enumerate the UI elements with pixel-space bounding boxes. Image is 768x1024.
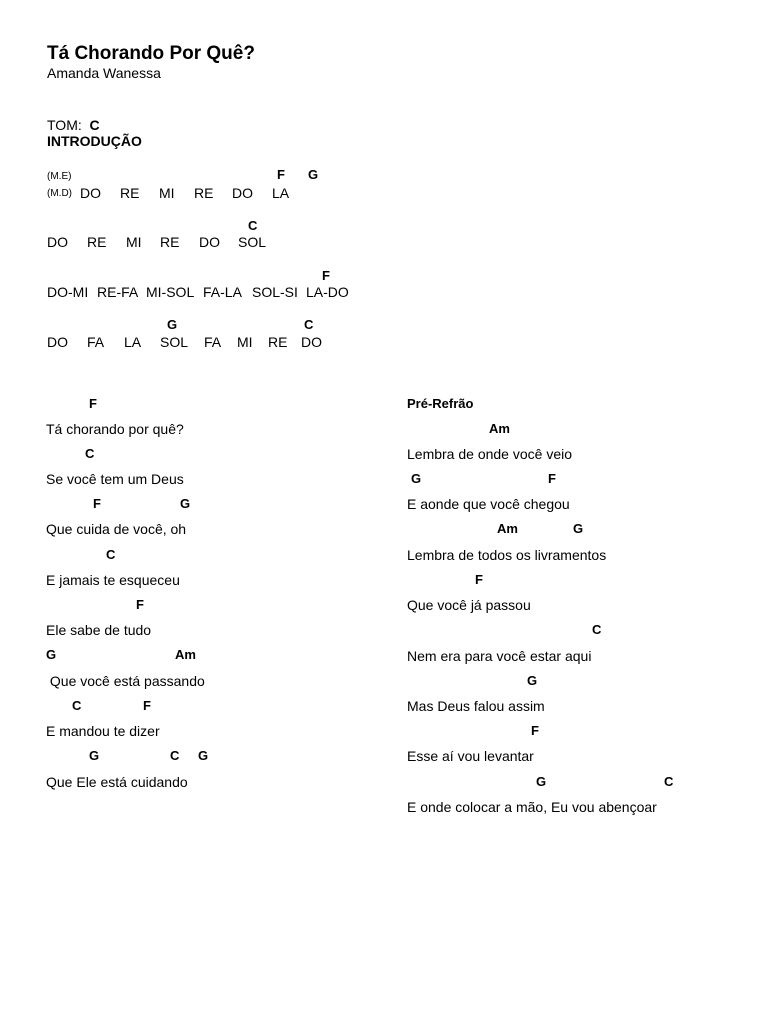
chord: C xyxy=(106,547,116,562)
chord: C xyxy=(170,748,180,763)
chord: F xyxy=(322,268,330,283)
note: RE xyxy=(268,334,288,350)
lyric-line: Que cuida de você, oh xyxy=(46,521,187,537)
note: MI-SOL xyxy=(146,284,195,300)
lyric-line: Lembra de todos os livramentos xyxy=(407,547,607,563)
lyric-line: Ele sabe de tudo xyxy=(46,622,152,638)
artist-name: Amanda Wanessa xyxy=(47,65,161,81)
lyric-line: Que você está passando xyxy=(46,673,205,689)
note: LA xyxy=(124,334,142,350)
note: DO xyxy=(301,334,322,350)
right-hand-label: (M.D) xyxy=(47,188,72,199)
chord: C xyxy=(304,317,314,332)
chord: C xyxy=(664,774,674,789)
chord: G xyxy=(167,317,178,332)
chord: F xyxy=(531,723,539,738)
lyric-line: Que Ele está cuidando xyxy=(46,774,188,790)
chord: F xyxy=(277,167,285,182)
chord: G xyxy=(527,673,538,688)
note: DO xyxy=(47,234,68,250)
key-line xyxy=(47,118,100,132)
key-value: C xyxy=(89,117,100,133)
section-heading: Pré-Refrão xyxy=(407,396,474,411)
chord: G xyxy=(411,471,422,486)
note: FA-LA xyxy=(203,284,242,300)
note: RE xyxy=(194,185,214,201)
chord: F xyxy=(136,597,144,612)
note: SOL xyxy=(238,234,267,250)
chord: Am xyxy=(489,421,510,436)
lyric-line: Esse aí vou levantar xyxy=(407,748,534,764)
lyric-line: E aonde que você chegou xyxy=(407,496,570,512)
chord: G xyxy=(180,496,191,511)
lyric-line: E onde colocar a mão, Eu vou abençoar xyxy=(407,799,657,815)
note: RE-FA xyxy=(97,284,139,300)
intro-heading: INTRODUÇÃO xyxy=(47,133,142,149)
chord: G xyxy=(308,167,319,182)
note: FA xyxy=(87,334,105,350)
note: SOL xyxy=(160,334,189,350)
lyric-line: Tá chorando por quê? xyxy=(46,421,184,437)
note: LA-DO xyxy=(306,284,349,300)
chord: G xyxy=(89,748,100,763)
note: DO xyxy=(80,185,101,201)
chord: C xyxy=(248,218,258,233)
chord: F xyxy=(475,572,483,587)
chord: Am xyxy=(175,647,196,662)
note: DO xyxy=(199,234,220,250)
lyric-line: Mas Deus falou assim xyxy=(407,698,545,714)
note: MI xyxy=(126,234,142,250)
chord: F xyxy=(548,471,556,486)
note: FA xyxy=(204,334,222,350)
chord: F xyxy=(93,496,101,511)
note: RE xyxy=(160,234,180,250)
lyric-line: E jamais te esqueceu xyxy=(46,572,180,588)
chord: G xyxy=(198,748,209,763)
lyric-line: E mandou te dizer xyxy=(46,723,160,739)
note: SOL-SI xyxy=(252,284,298,300)
song-title: Tá Chorando Por Quê? xyxy=(47,43,255,64)
note: MI xyxy=(159,185,175,201)
lyric-line: Nem era para você estar aqui xyxy=(407,648,592,664)
chord: C xyxy=(592,622,602,637)
lyric-line: Que você já passou xyxy=(407,597,531,613)
chord: F xyxy=(89,396,97,411)
note: RE xyxy=(120,185,140,201)
lyric-line: Lembra de onde você veio xyxy=(407,446,572,462)
key-label: TOM: xyxy=(47,117,82,133)
chord: G xyxy=(536,774,547,789)
left-hand-label: (M.E) xyxy=(47,171,72,182)
note: MI xyxy=(237,334,253,350)
chord: G xyxy=(573,521,584,536)
note: DO xyxy=(232,185,253,201)
chord: C xyxy=(85,446,95,461)
chord: C xyxy=(72,698,82,713)
lyric-line: Se você tem um Deus xyxy=(46,471,184,487)
note: LA xyxy=(272,185,290,201)
chord: G xyxy=(46,647,57,662)
note: RE xyxy=(87,234,107,250)
note: DO-MI xyxy=(47,284,89,300)
note: DO xyxy=(47,334,68,350)
chord: Am xyxy=(497,521,518,536)
chord: F xyxy=(143,698,151,713)
